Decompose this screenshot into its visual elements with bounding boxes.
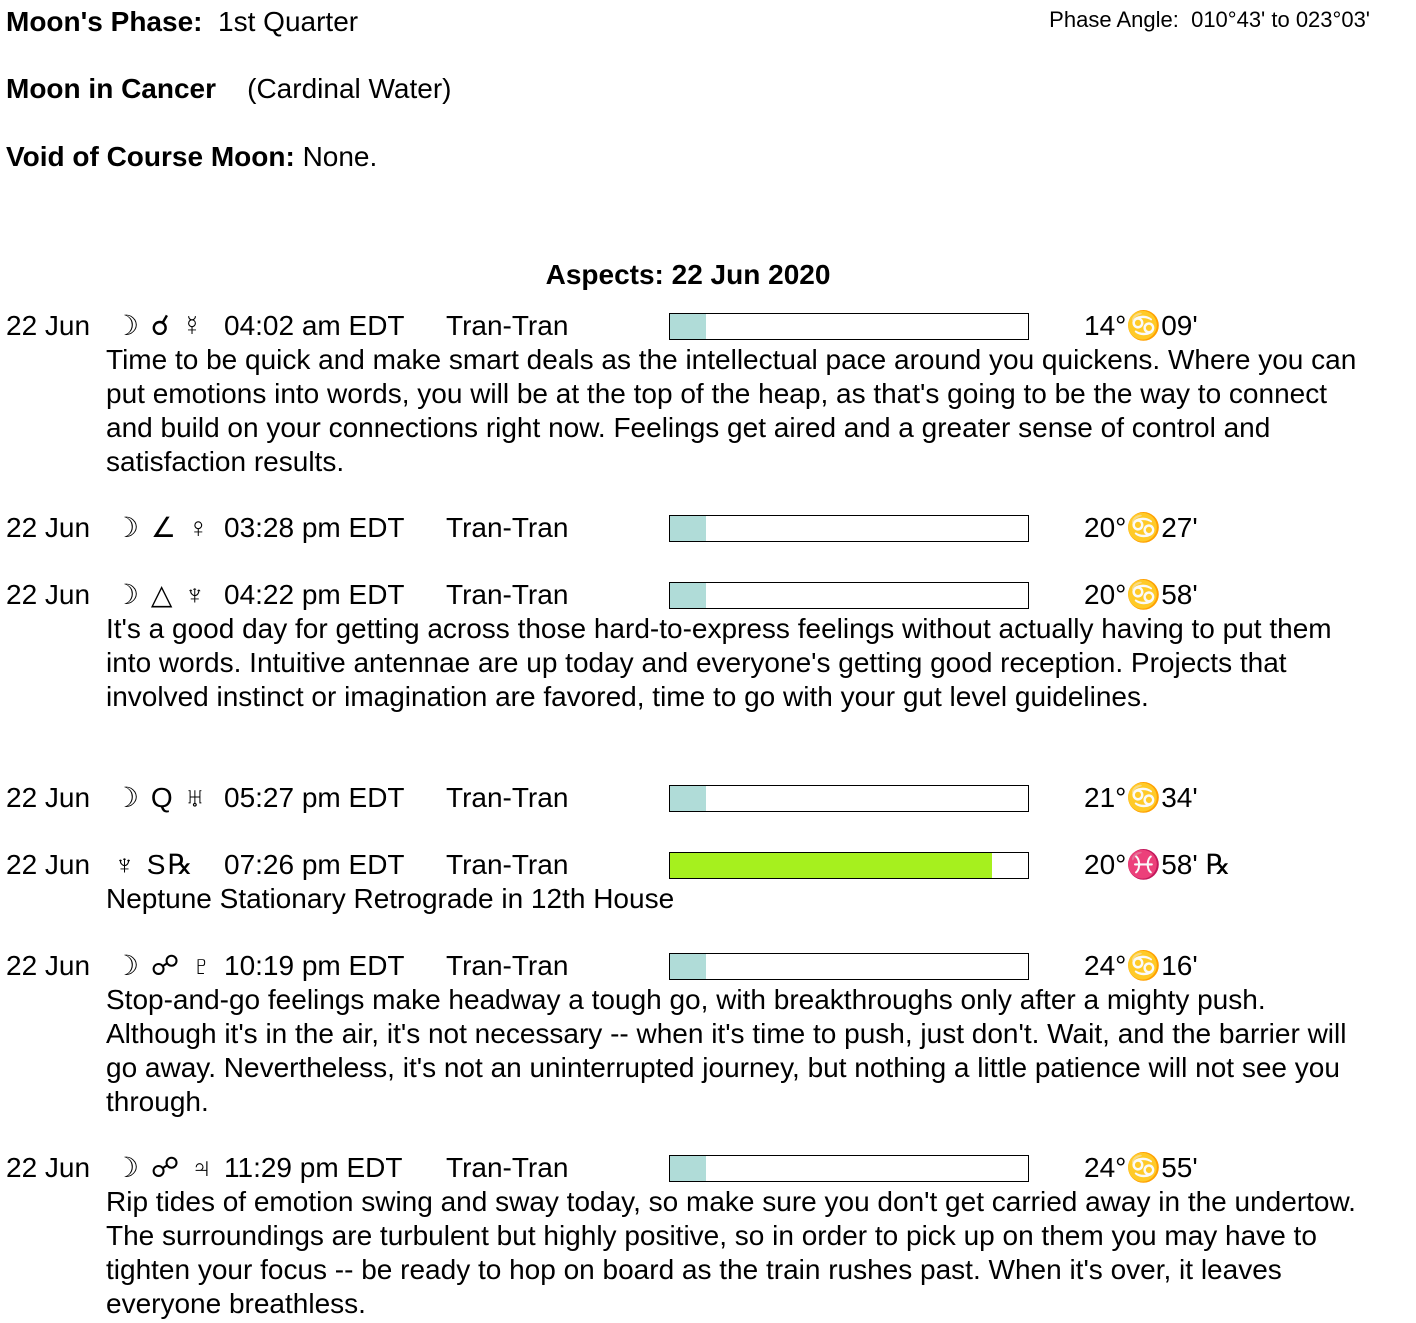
aspect-row — [0, 781, 1416, 815]
phase-angle-value: 010°43' to 023°03' — [1191, 7, 1370, 32]
strength-bar-fill — [670, 1156, 706, 1181]
aspect-symbols: ☽ Q ♅ — [114, 782, 208, 813]
aspect-type: Tran-Tran — [446, 849, 569, 880]
aspect-symbols: ☽ ∠ ♀ — [114, 512, 211, 543]
aspect-position: 20°♋27' — [1084, 512, 1198, 543]
aspect-type: Tran-Tran — [446, 579, 569, 610]
strength-bar-fill — [670, 853, 992, 878]
aspect-position: 24°♋55' — [1084, 1152, 1198, 1183]
aspect-description: Rip tides of emotion swing and sway today, so make sure you don't get carried away in the undertow. The surroundings are turbulent but highly positive, so in order to pick up on them you may have to tighten your focus -- be ready to hop on board as the train rushes past. When it's over, it leaves everyone breathless. — [106, 1186, 1356, 1319]
aspect-description: Neptune Stationary Retrograde in 12th House — [106, 883, 675, 914]
strength-bar-fill — [670, 516, 706, 541]
moon-sign-label: Moon in Cancer — [6, 73, 217, 104]
strength-bar-fill — [670, 314, 706, 339]
aspect-time: 04:02 am EDT — [224, 310, 405, 341]
aspect-type: Tran-Tran — [446, 950, 569, 981]
aspect-symbols: ☽ ☌ ☿ — [114, 310, 205, 341]
aspect-position: 24°♋16' — [1084, 950, 1198, 981]
aspect-description: It's a good day for getting across those hard-to-express feelings without actually having to put them into words. Intuitive antennae are up today and everyone's getting good reception. Projects that involved instinct or imagination are favored, time to go with your gut level guidelines. — [106, 613, 1332, 712]
strength-bar-fill — [670, 786, 706, 811]
aspect-time: 10:19 pm EDT — [224, 950, 405, 981]
aspect-time: 07:26 pm EDT — [224, 849, 405, 880]
void-of-course-label: Void of Course Moon: — [6, 141, 295, 172]
aspect-date: 22 Jun — [6, 579, 91, 610]
aspect-entry — [0, 578, 1416, 714]
aspect-date: 22 Jun — [6, 950, 91, 981]
moon-phase-label: Moon's Phase: — [6, 6, 203, 37]
aspect-date: 22 Jun — [6, 512, 91, 543]
aspect-row — [0, 309, 1416, 343]
aspect-time: 03:28 pm EDT — [224, 512, 405, 543]
aspect-symbols: ☽ △ ♆ — [114, 579, 208, 610]
strength-bar — [669, 515, 1029, 542]
void-of-course-line — [6, 140, 377, 174]
aspect-entry — [0, 781, 1416, 815]
strength-bar-fill — [670, 583, 706, 608]
aspect-entry — [0, 848, 1416, 916]
aspect-type: Tran-Tran — [446, 310, 569, 341]
aspect-position: 14°♋09' — [1084, 310, 1198, 341]
strength-bar — [669, 313, 1029, 340]
aspect-type: Tran-Tran — [446, 782, 569, 813]
moon-sign-line — [6, 72, 451, 106]
aspect-time: 04:22 pm EDT — [224, 579, 405, 610]
aspect-entry — [0, 949, 1416, 1119]
moon-phase-line — [6, 5, 358, 39]
aspect-type: Tran-Tran — [446, 512, 569, 543]
moon-phase-value: 1st Quarter — [218, 6, 359, 37]
aspect-row — [0, 949, 1416, 983]
aspect-time: 11:29 pm EDT — [224, 1152, 403, 1183]
aspect-entry — [0, 309, 1416, 479]
aspect-position: 20°♓58' ℞ — [1084, 849, 1231, 880]
strength-bar — [669, 582, 1029, 609]
aspect-date: 22 Jun — [6, 849, 91, 880]
aspect-position: 20°♋58' — [1084, 579, 1198, 610]
aspect-symbols: ☽ ☍ ♃ — [114, 1152, 215, 1183]
aspects-title: Aspects: 22 Jun 2020 — [545, 259, 831, 290]
aspect-time: 05:27 pm EDT — [224, 782, 405, 813]
aspect-type: Tran-Tran — [446, 1152, 569, 1183]
strength-bar — [669, 953, 1029, 980]
aspect-entry — [0, 511, 1416, 545]
aspect-symbols: ☽ ☍ ♇ — [114, 950, 215, 981]
aspect-row — [0, 1151, 1416, 1185]
aspect-description: Time to be quick and make smart deals as the intellectual pace around you quickens. Where you can put emotions into words, you will be at the top of the heap, as that's going to be the way to connect and build on your connections right now. Feelings get aired and a greater sense of control and satisfaction results. — [106, 344, 1357, 477]
aspect-position: 21°♋34' — [1084, 782, 1198, 813]
strength-bar — [669, 785, 1029, 812]
aspect-date: 22 Jun — [6, 310, 91, 341]
aspect-date: 22 Jun — [6, 782, 91, 813]
moon-sign-value: (Cardinal Water) — [247, 73, 452, 104]
aspect-date: 22 Jun — [6, 1152, 91, 1183]
aspect-description: Stop-and-go feelings make headway a tough go, with breakthroughs only after a mighty push. Although it's in the air, it's not necessary -- when it's time to push, just don't. Wait, and the barrier will go away. Nevertheless, it's not an uninterrupted journey, but nothing a little patience will not see you through. — [106, 984, 1347, 1117]
aspect-symbols: ♆ S℞ — [114, 849, 195, 880]
phase-angle-label: Phase Angle: — [1049, 7, 1179, 32]
aspect-row — [0, 511, 1416, 545]
aspect-row — [0, 848, 1416, 882]
strength-bar — [669, 1155, 1029, 1182]
strength-bar — [669, 852, 1029, 879]
phase-angle — [1049, 6, 1370, 34]
aspect-row — [0, 578, 1416, 612]
aspect-entry — [0, 1151, 1416, 1321]
void-of-course-value: None. — [302, 141, 378, 172]
strength-bar-fill — [670, 954, 706, 979]
